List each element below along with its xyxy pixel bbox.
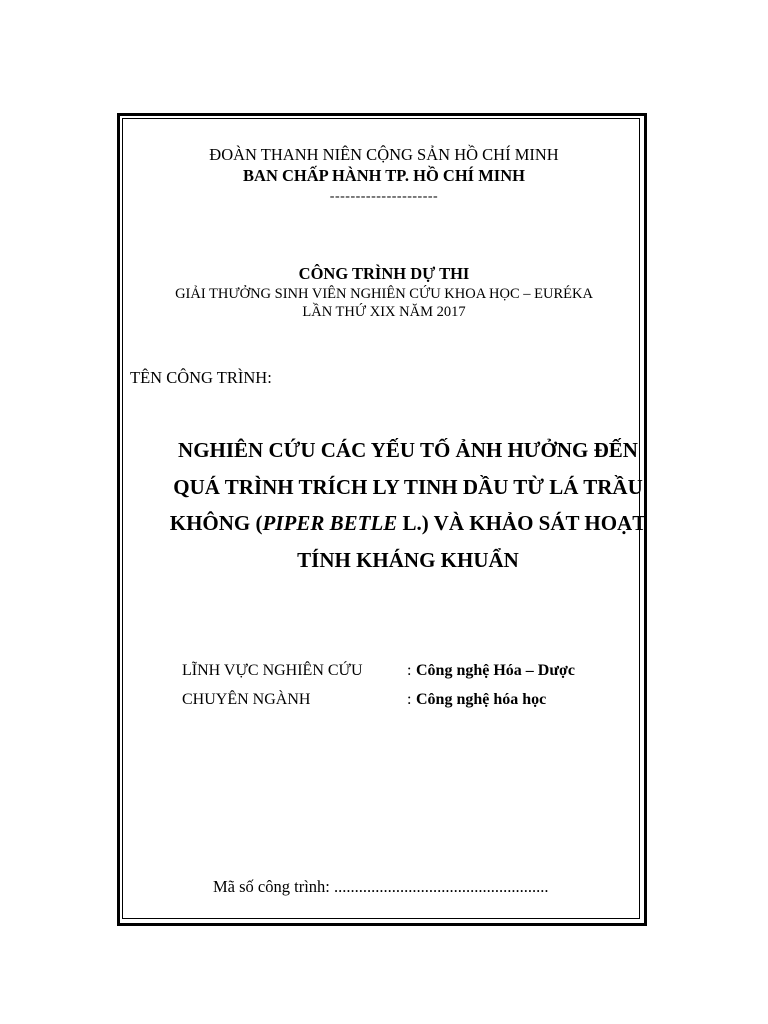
edition-line: LẦN THỨ XIX NĂM 2017 [302,304,466,320]
award-line: GIẢI THƯỞNG SINH VIÊN NGHIÊN CỨU KHOA HỌC – EURÉKA [175,286,593,302]
research-field-value: Công nghệ Hóa – Dược [416,662,575,679]
project-title-line-3 [130,505,686,542]
project-title-line-1: NGHIÊN CỨU CÁC YẾU TỐ ẢNH HƯỞNG ĐẾN [178,438,638,462]
organization-line-1: ĐOÀN THANH NIÊN CỘNG SẢN HỒ CHÍ MINH [209,145,559,164]
project-title-label: TÊN CÔNG TRÌNH: [130,368,272,387]
project-title-line-4: TÍNH KHÁNG KHUẨN [297,547,519,572]
project-code-line [213,879,549,896]
project-title-line-3-suffix: L.) VÀ KHẢO SÁT HOẠT [397,511,647,535]
project-title-line-2: QUÁ TRÌNH TRÍCH LY TINH DẦU TỪ LÁ TRẦU [173,474,643,499]
specialization-colon: : [407,691,412,708]
specialization-value: Công nghệ hóa học [416,691,547,708]
organization-line-2: BAN CHẤP HÀNH TP. HỒ CHÍ MINH [243,166,525,185]
species-name: PIPER BETLE [262,511,398,535]
header-separator: --------------------- [329,189,439,204]
research-field-label: LĨNH VỰC NGHIÊN CỨU [182,662,363,679]
project-code-value: .................................................... [334,877,549,896]
specialization-label: CHUYÊN NGÀNH [182,691,311,708]
project-title [130,432,686,578]
research-field-colon: : [407,662,412,679]
project-title-line-3-prefix: KHÔNG ( [169,511,263,535]
competition-heading: CÔNG TRÌNH DỰ THI [298,264,470,283]
project-code-label: Mã số công trình: [213,877,330,896]
